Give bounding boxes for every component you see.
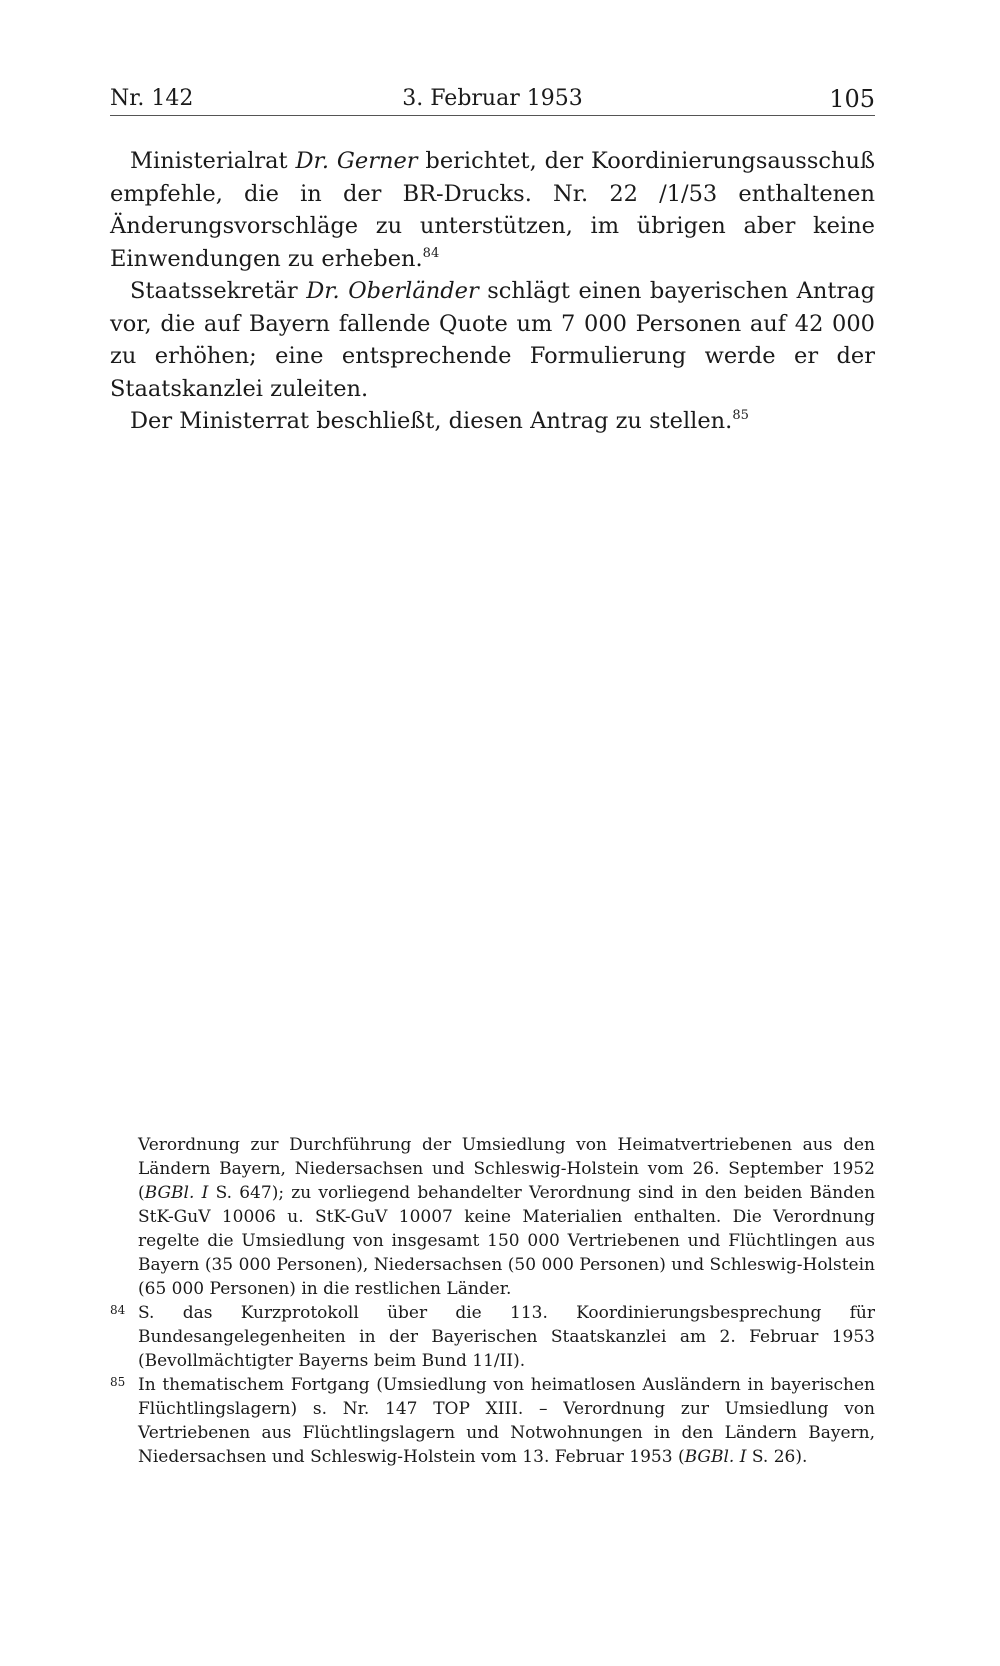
footnote-84: 84 S. das Kurzprotokoll über die 113. Koordinierungsbesprechung für Bundesangelegenheiten in der Bayerischen Staatskanzlei am 2. Februar 1953 (Bevollmächtigter Bayerns beim Bund 11/II). [110,1303,875,1371]
person-name: Dr. Oberländer [306,278,479,304]
main-text [110,145,875,438]
person-name: Dr. Gerner [295,148,418,174]
header-rule [110,115,875,116]
page-header [110,84,875,118]
footnotes [110,1133,875,1469]
footnote-number: 85 [110,1375,126,1389]
footnote-ref-85[interactable]: 85 [732,408,749,423]
footnote-continuation: Verordnung zur Durchführung der Umsiedlung von Heimatvertriebenen aus den Ländern Bayern, Niedersachsen und Schleswig-Holstein vom 26. September 1952 (BGBl. I S. 647); zu vorliegend behandelter Verordnung sind in den beiden Bänden StK-GuV 10006 u. StK-GuV 10007 keine Materialien enthalten. Die Verordnung regelte die Umsiedlung von insgesamt 150 000 Vertriebenen und Flüchtlingen aus Bayern (35 000 Personen), Niedersachsen (50 000 Personen) und Schleswig-Holstein (65 000 Personen) in die restlichen Länder. [138,1135,876,1299]
paragraph-decision: Der Ministerrat beschließt, diesen Antrag zu stellen.$^{85}$ [130,408,749,434]
document-number: Nr. 142 [110,84,201,114]
paragraph-gerner: Ministerialrat Dr. Gerner berichtet, der Koordinierungsausschuß empfehle, die in der BR-Drucks. Nr. 22 /1/53 enthaltenen Änderungsvorschläge zu unterstützen, im übrigen aber keine Einwendungen zu erheben.$^{84}$ [110,148,875,272]
footnote-85: 85 In thematischem Fortgang (Umsiedlung von heimatlosen Ausländern in bayerischen Flüchtlingslagern) s. Nr. 147 TOP XIII. – Verordnung zur Umsiedlung von Vertriebenen aus Flüchtlingslagern und Notwohnungen in den Ländern Bayern, Niedersachsen und Schleswig-Holstein vom 13. Februar 1953 (BGBl. I S. 26). [110,1375,875,1467]
footnote-number: 84 [110,1303,126,1317]
footnote-ref-84[interactable]: 84 [422,245,440,261]
header-date: 3. Februar 1953 [110,84,875,114]
paragraph-oberlaender: Staatssekretär Dr. Oberländer schlägt einen bayerischen Antrag vor, die auf Bayern fallende Quote um 7 000 Personen auf 42 000 zu erhöhen; eine entsprechende Formulierung werde er der Staatskanzlei zuleiten. [110,278,875,402]
page-number: 105 [821,84,875,114]
